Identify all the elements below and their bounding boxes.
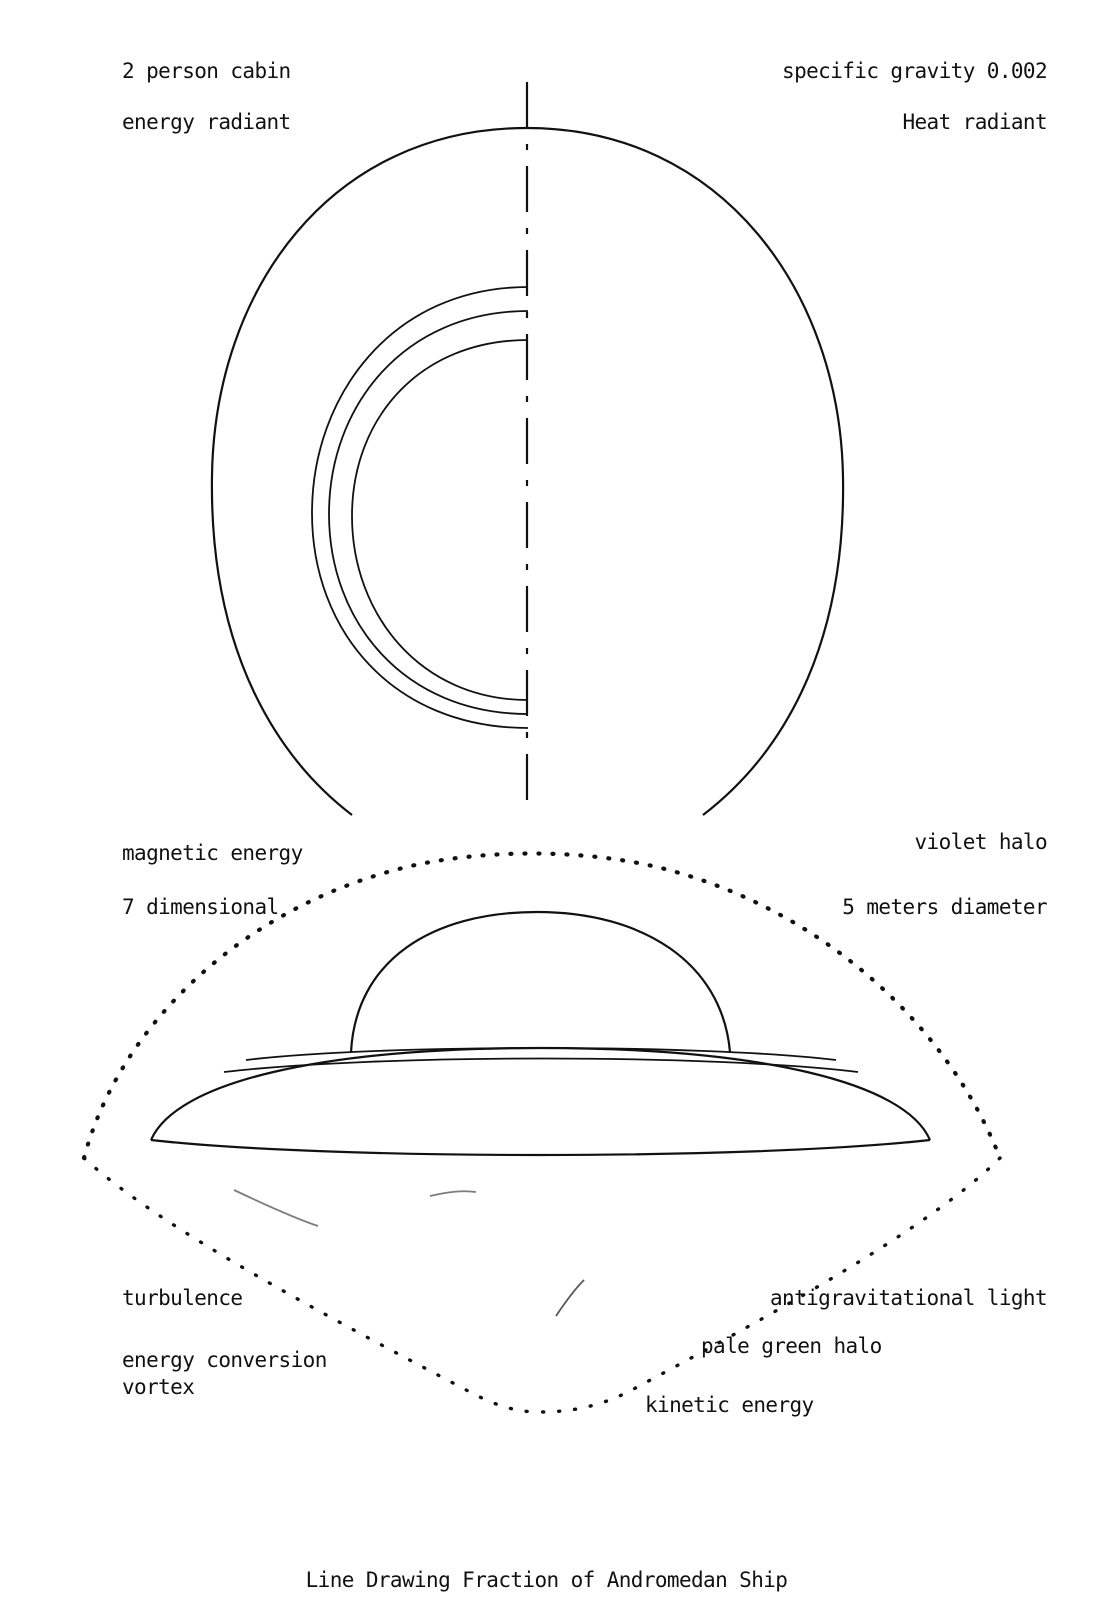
hull-bottom-edge	[151, 1140, 930, 1155]
label-heat-radiant: Heat radiant	[902, 110, 1047, 134]
hull-outline	[151, 1048, 930, 1140]
turbulence-streak-2	[430, 1191, 476, 1196]
outer-hull-circle-right	[527, 128, 843, 815]
label-magnetic-energy: magnetic energy	[122, 841, 303, 865]
label-energy-conversion: energy conversion	[122, 1348, 327, 1372]
hull-band-lower	[224, 1059, 858, 1073]
cabin-arc-inner	[312, 287, 528, 728]
label-7-dimensional: 7 dimensional	[122, 895, 279, 919]
label-turbulence: turbulence	[122, 1286, 243, 1310]
side-view-group	[84, 854, 1000, 1412]
outer-hull-circle	[212, 128, 527, 815]
label-5-meters-diameter: 5 meters diameter	[842, 895, 1047, 919]
label-violet-halo: violet halo	[914, 830, 1047, 854]
label-antigravitational-light: antigravitational light	[770, 1286, 1047, 1310]
label-kinetic-energy: kinetic energy	[645, 1393, 814, 1417]
cabin-arc-outer	[352, 340, 528, 700]
turbulence-streak-1	[234, 1190, 318, 1226]
label-specific-gravity: specific gravity 0.002	[782, 59, 1047, 83]
drawing-caption: Line Drawing Fraction of Andromedan Ship	[305, 1568, 788, 1592]
label-2-person-cabin: 2 person cabin	[122, 59, 291, 83]
hull-band-upper	[246, 1048, 836, 1060]
label-energy-radiant: energy radiant	[122, 110, 291, 134]
label-vortex: vortex	[122, 1375, 195, 1399]
dome-outline	[351, 912, 730, 1052]
turbulence-streak-3	[556, 1280, 584, 1316]
cabin-arc-middle	[329, 311, 528, 714]
top-view-group	[212, 82, 843, 815]
label-pale-green-halo: pale green halo	[701, 1334, 882, 1358]
